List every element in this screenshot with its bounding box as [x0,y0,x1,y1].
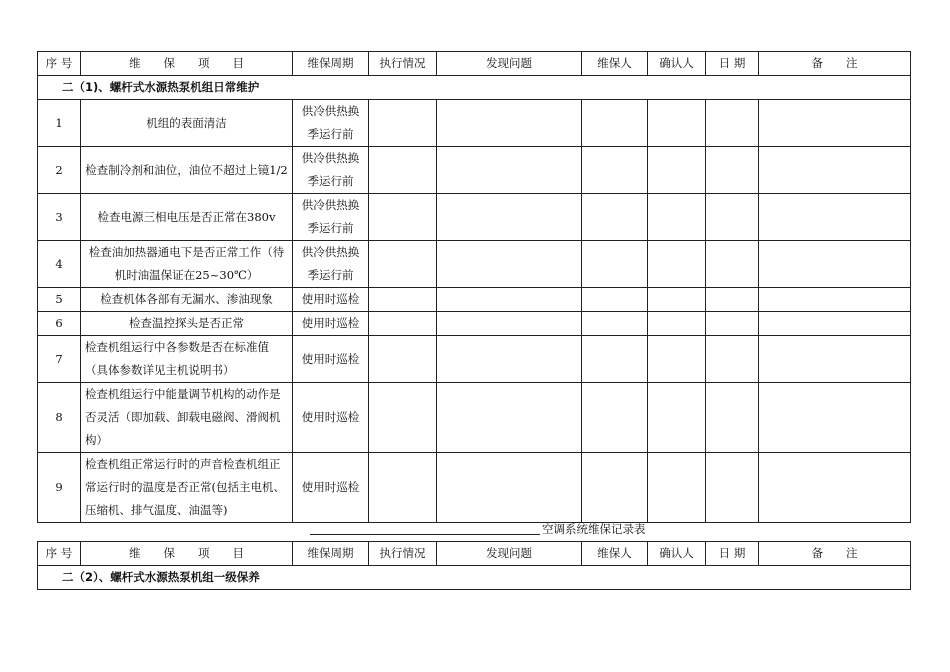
header-row [38,542,911,566]
issue-cell[interactable] [437,241,582,288]
maintenance-table-2 [37,541,911,590]
row-period: 使用时巡检 [293,383,369,453]
row-number: 5 [38,288,81,312]
header-exec: 执行情况 [369,52,437,76]
confirmer-cell[interactable] [648,241,706,288]
header-period: 维保周期 [293,52,369,76]
exec-cell[interactable] [369,100,437,147]
header-issue: 发现问题 [437,542,582,566]
row-number: 1 [38,100,81,147]
maintainer-cell[interactable] [582,453,648,523]
confirmer-cell[interactable] [648,453,706,523]
confirmer-cell[interactable] [648,100,706,147]
section-row [38,566,911,590]
form-title: 空调系统维保记录表 [542,522,646,536]
row-number: 4 [38,241,81,288]
row-item: 检查制冷剂和油位，油位不超过上镜1/2 [81,147,293,194]
remark-cell[interactable] [759,241,911,288]
row-item: 检查机组正常运行时的声音检查机组正常运行时的温度是否正常(包括主电机、压缩机、排气温度、油温等) [81,453,293,523]
row-item: 检查机组运行中能量调节机构的动作是否灵活（即加载、卸载电磁阀、滑阀机构） [81,383,293,453]
issue-cell[interactable] [437,383,582,453]
exec-cell[interactable] [369,453,437,523]
row-number: 6 [38,312,81,336]
remark-cell[interactable] [759,147,911,194]
date-cell[interactable] [706,241,759,288]
header-exec: 执行情况 [369,542,437,566]
issue-cell[interactable] [437,453,582,523]
maintainer-cell[interactable] [582,383,648,453]
maintainer-cell[interactable] [582,336,648,383]
date-cell[interactable] [706,147,759,194]
row-number: 2 [38,147,81,194]
remark-cell[interactable] [759,453,911,523]
section-title: 二（1)、螺杆式水源热泵机组日常维护 [38,76,911,100]
header-row [38,52,911,76]
issue-cell[interactable] [437,147,582,194]
issue-cell[interactable] [437,194,582,241]
header-remark: 备 注 [759,542,911,566]
maintainer-cell[interactable] [582,288,648,312]
header-date: 日 期 [706,542,759,566]
date-cell[interactable] [706,194,759,241]
exec-cell[interactable] [369,288,437,312]
row-item: 机组的表面清洁 [81,100,293,147]
table-row [38,100,911,147]
row-number: 9 [38,453,81,523]
header-issue: 发现问题 [437,52,582,76]
table-row [38,453,911,523]
row-period: 供冷供热换季运行前 [293,147,369,194]
header-seq: 序 号 [38,542,81,566]
exec-cell[interactable] [369,312,437,336]
maintainer-cell[interactable] [582,147,648,194]
confirmer-cell[interactable] [648,194,706,241]
maintainer-cell[interactable] [582,194,648,241]
section-title: 二（2）、螺杆式水源热泵机组一级保养 [38,566,911,590]
table-row [38,194,911,241]
table-row [38,312,911,336]
confirmer-cell[interactable] [648,312,706,336]
maintenance-table-1 [37,51,911,523]
header-period: 维保周期 [293,542,369,566]
row-number: 7 [38,336,81,383]
header-seq: 序 号 [38,52,81,76]
header-date: 日 期 [706,52,759,76]
row-number: 8 [38,383,81,453]
date-cell[interactable] [706,288,759,312]
remark-cell[interactable] [759,100,911,147]
exec-cell[interactable] [369,383,437,453]
table-row [38,147,911,194]
row-period: 使用时巡检 [293,453,369,523]
date-cell[interactable] [706,100,759,147]
remark-cell[interactable] [759,383,911,453]
row-item: 检查油加热器通电下是否正常工作（待机时油温保证在25~30℃） [81,241,293,288]
table-row [38,383,911,453]
row-period: 使用时巡检 [293,288,369,312]
row-item: 检查温控探头是否正常 [81,312,293,336]
row-item: 检查电源三相电压是否正常在380v [81,194,293,241]
row-period: 使用时巡检 [293,336,369,383]
table-row [38,241,911,288]
row-period: 使用时巡检 [293,312,369,336]
header-maintainer: 维保人 [582,52,648,76]
date-cell[interactable] [706,336,759,383]
header-item: 维 保 项 目 [81,542,293,566]
maintainer-cell[interactable] [582,100,648,147]
header-maintainer: 维保人 [582,542,648,566]
row-number: 3 [38,194,81,241]
confirmer-cell[interactable] [648,288,706,312]
remark-cell[interactable] [759,288,911,312]
row-item: 检查机体各部有无漏水、渗油现象 [81,288,293,312]
confirmer-cell[interactable] [648,383,706,453]
section-row [38,76,911,100]
exec-cell[interactable] [369,194,437,241]
maintainer-cell[interactable] [582,241,648,288]
header-item: 维 保 项 目 [81,52,293,76]
remark-cell[interactable] [759,312,911,336]
maintainer-cell[interactable] [582,312,648,336]
issue-cell[interactable] [437,288,582,312]
exec-cell[interactable] [369,241,437,288]
row-period: 供冷供热换季运行前 [293,194,369,241]
issue-cell[interactable] [437,100,582,147]
issue-cell[interactable] [437,336,582,383]
exec-cell[interactable] [369,336,437,383]
row-period: 供冷供热换季运行前 [293,241,369,288]
remark-cell[interactable] [759,336,911,383]
title-underline [310,520,540,535]
date-cell[interactable] [706,383,759,453]
row-item: 检查机组运行中各参数是否在标准值（具体参数详见主机说明书） [81,336,293,383]
table-row [38,336,911,383]
header-confirmer: 确认人 [648,52,706,76]
header-remark: 备 注 [759,52,911,76]
remark-cell[interactable] [759,194,911,241]
table-row [38,288,911,312]
row-period: 供冷供热换季运行前 [293,100,369,147]
header-confirmer: 确认人 [648,542,706,566]
date-cell[interactable] [706,312,759,336]
confirmer-cell[interactable] [648,336,706,383]
exec-cell[interactable] [369,147,437,194]
issue-cell[interactable] [437,312,582,336]
confirmer-cell[interactable] [648,147,706,194]
date-cell[interactable] [706,453,759,523]
